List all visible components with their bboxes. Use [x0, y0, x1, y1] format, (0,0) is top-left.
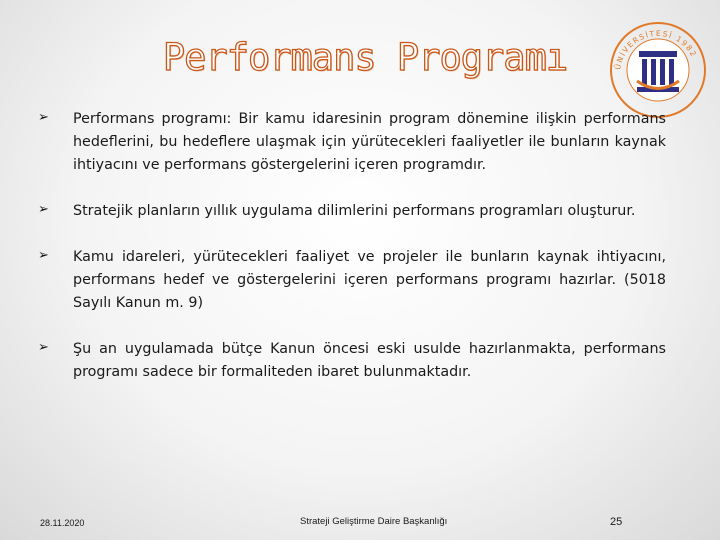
- footer-date: 28.11.2020: [40, 518, 85, 528]
- arrow-bullet-icon: ➢: [38, 202, 49, 217]
- bullet-item: [38, 200, 666, 223]
- svg-text:ÜNİVERSİTESİ 1982: ÜNİVERSİTESİ 1982: [613, 28, 699, 71]
- bullet-text: Stratejik planların yıllık uygulama dilimlerini performans programları oluşturur.: [73, 203, 636, 219]
- university-seal-icon: [606, 18, 710, 122]
- bullet-text: Şu an uygulamada bütçe Kanun öncesi eski usulde hazırlanmakta, performans programı sadece bir formaliteden ibaret bulunmaktadır.: [73, 341, 666, 380]
- footer-organization: Strateji Geliştirme Daire Başkanlığı: [300, 516, 448, 527]
- bullet-list: [38, 108, 666, 384]
- bullet-item: [38, 108, 666, 177]
- bullet-text: Kamu idareleri, yürütecekleri faaliyet ve projeler ile bunların kaynak ihtiyacını, performans hedef ve göstergelerini içeren performans programı hazırlar. (5018 Sayılı Kanun m. 9): [73, 249, 666, 311]
- page-number: 25: [610, 516, 623, 528]
- arrow-bullet-icon: ➢: [38, 340, 49, 355]
- bullet-text: Performans programı: Bir kamu idaresinin program dönemine ilişkin performans hedeflerini, bu hedeflere ulaşmak için yürütecekleri faaliyetler ile bunların kaynak ihtiyacını ve performans göstergelerini içeren programdır.: [73, 111, 666, 173]
- arrow-bullet-icon: ➢: [38, 110, 49, 125]
- slide-title: Performans Programı: [162, 36, 568, 79]
- bullet-item: [38, 338, 666, 384]
- bullet-item: [38, 246, 666, 315]
- arrow-bullet-icon: ➢: [38, 248, 49, 263]
